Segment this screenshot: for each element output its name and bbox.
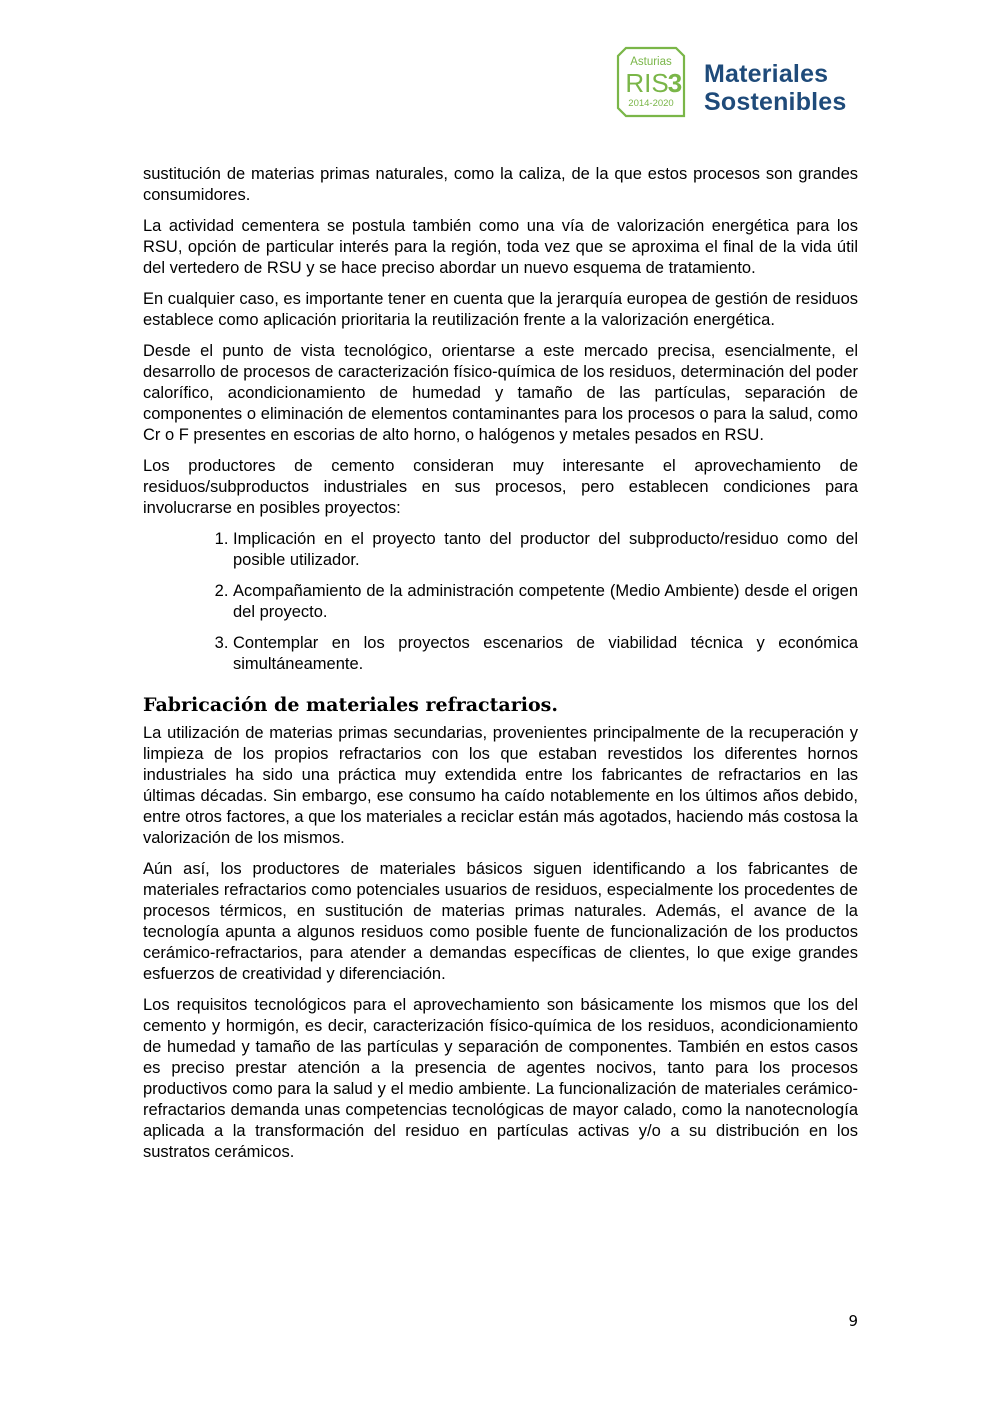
brand-name [704,60,847,116]
badge-top-text: Asturias [630,56,672,68]
asturias-ris3-badge [616,46,686,118]
list-item: 3. Contemplar en los proyectos escenarios de viabilidad técnica y económica simultáneamente. [233,633,858,675]
list-item: 2. Acompañamiento de la administración competente (Medio Ambiente) desde el origen del proyecto. [233,581,858,623]
conditions-list [143,529,858,675]
paragraph: Los requisitos tecnológicos para el aprovechamiento son básicamente los mismos que los del cemento y hormigón, es decir, caracterización físico-química de los residuos, acondicionamiento de humedad y tamaño de las partículas y separación de componentes. También en estos casos es preciso prestar atención a la presencia de agentes nocivos, tanto para los procesos productivos como para la salud y el medio ambiente. La funcionalización de materiales cerámico-refractarios demanda unas competencias tecnológicas de mayor calado, como la nanotecnología aplicada a la transformación del residuo en partículas activas y/o a su distribución en los sustratos cerámicos. [143,996,858,1161]
paragraph: sustitución de materias primas naturales, como la caliza, de la que estos procesos son grandes consumidores. [143,165,858,204]
paragraph: Los productores de cemento consideran muy interesante el aprovechamiento de residuos/subproductos industriales en sus procesos, pero establecen condiciones para involucrarse en posibles proyectos: [143,457,858,517]
brand-line-2: Sostenibles [704,88,847,116]
page-number: 9 [848,1312,858,1330]
paragraph: La utilización de materias primas secundarias, provenientes principalmente de la recuperación y limpieza de los propios refractarios con los que estaban revestidos los diferentes hornos industriales ha sido una práctica muy extendida entre los fabricantes de refractarios en las últimas décadas. Sin embargo, ese consumo ha caído notablemente en los últimos años debido, entre otros factores, a que los materiales a reciclar están más agotados, haciendo más costosa la valorización de los mismos. [143,724,858,847]
paragraph: En cualquier caso, es importante tener en cuenta que la jerarquía europea de gestión de residuos establece como aplicación prioritaria la reutilización frente a la valorización energética. [143,290,858,329]
page-content [143,164,858,1173]
paragraph: La actividad cementera se postula también como una vía de valorización energética para los RSU, opción de particular interés para la región, toda vez que se aproxima el final de la vida útil del vertedero de RSU y se hace preciso abordar un nuevo esquema de tratamiento. [143,217,858,277]
list-item: 1. Implicación en el proyecto tanto del productor del subproducto/residuo como del posible utilizador. [233,529,858,571]
badge-main-text: RIS [625,68,669,98]
paragraph: Aún así, los productores de materiales básicos siguen identificando a los fabricantes de materiales refractarios como potenciales usuarios de residuos, especialmente los procedentes de procesos térmicos, en sustitución de materias primas naturales. Además, el avance de la tecnología apunta a algunos residuos como posible fuente de funcionalización de los productos cerámico-refractarios, para atender a demandas específicas de clientes, lo que exige grandes esfuerzos de creatividad y diferenciación. [143,860,858,983]
paragraph: Desde el punto de vista tecnológico, orientarse a este mercado precisa, esencialmente, el desarrollo de procesos de caracterización físico-química de los residuos, determinación del poder calorífico, acondicionamiento de humedad y tamaño de las partículas, separación de componentes o eliminación de elementos contaminantes para los procesos o para la salud, como Cr o F presentes en escorias de alto horno, o halógenos y metales pesados en RSU. [143,342,858,444]
brand-line-1: Materiales [704,60,829,88]
badge-years-text: 2014-2020 [628,98,674,109]
section-heading: Fabricación de materiales refractarios. [143,694,558,716]
badge-number-text: 3 [667,68,683,98]
header-logo [616,46,866,120]
